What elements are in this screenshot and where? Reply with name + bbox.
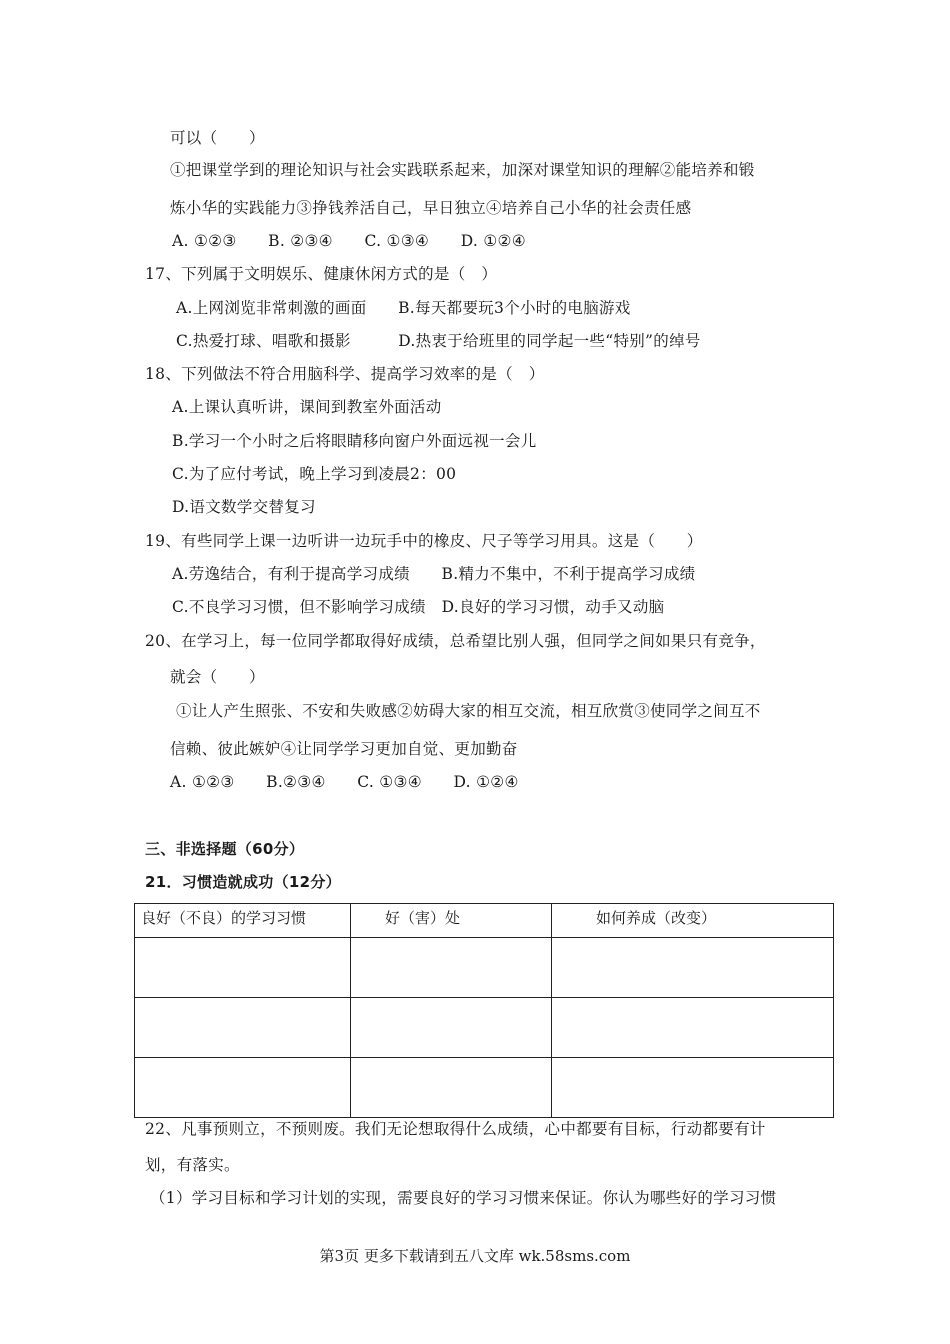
q22-continuation: 划，有落实。 [145,1156,240,1174]
habit-table-cell[interactable] [552,1058,834,1118]
q20-continuation: 就会（ ） [170,668,265,686]
habit-table-header-cell: 好（害）处 [351,904,552,938]
habit-table-header-cell: 如何养成（改变） [552,904,834,938]
q17-options-line1: A.上网浏览非常刺激的画面 B.每天都要玩3个小时的电脑游戏 [176,299,631,317]
habit-table-cell[interactable] [135,1058,351,1118]
habit-table-header-row [135,904,834,938]
habit-table-cell[interactable] [135,998,351,1058]
habit-table-header-cell: 良好（不良）的学习习惯 [135,904,351,938]
q21-title: 21．习惯造就成功（12分） [145,873,341,891]
q18-stem: 18、下列做法不符合用脑科学、提高学习效率的是（ ） [145,365,545,383]
q16-statements-line2: 炼小华的实践能力③挣钱养活自己，早日独立④培养自己小华的社会责任感 [170,199,692,217]
q22-subquestion-1: （1）学习目标和学习计划的实现，需要良好的学习习惯来保证。你认为哪些好的学习习惯 [150,1189,777,1207]
habit-table-cell[interactable] [351,938,552,998]
section-3-heading: 三、非选择题（60分） [145,840,305,858]
habit-table [134,903,834,1118]
habit-table-cell[interactable] [351,998,552,1058]
q18-option-c: C.为了应付考试，晚上学习到凌晨2：00 [172,465,457,483]
q17-stem: 17、下列属于文明娱乐、健康休闲方式的是（ ） [145,265,498,283]
page-footer: 第3页 更多下载请到五八文库 wk.58sms.com [319,1247,631,1265]
habit-table-cell[interactable] [351,1058,552,1118]
q20-options: A. ①②③ B.②③④ C. ①③④ D. ①②④ [170,773,519,791]
habit-table-row [135,998,834,1058]
q18-option-a: A.上课认真听讲，课间到教室外面活动 [172,398,442,416]
habit-table-cell[interactable] [552,938,834,998]
q16-statements-line1: ①把课堂学到的理论知识与社会实践联系起来，加深对课堂知识的理解②能培养和锻 [170,161,755,179]
q20-stem: 20、在学习上，每一位同学都取得好成绩，总希望比别人强，但同学之间如果只有竞争， [145,632,766,650]
q18-option-d: D.语文数学交替复习 [172,498,316,516]
q19-options-line2: C.不良学习习惯，但不影响学习成绩 D.良好的学习习惯，动手又动脑 [172,598,665,616]
q16-continuation: 可以（ ） [170,129,265,147]
q20-statements-line2: 信赖、彼此嫉妒④让同学学习更加自觉、更加勤奋 [170,740,518,758]
q16-options: A. ①②③ B. ②③④ C. ①③④ D. ①②④ [172,232,526,250]
habit-table-row [135,1058,834,1118]
q22-stem: 22、凡事预则立，不预则废。我们无论想取得什么成绩，心中都要有目标，行动都要有计 [145,1120,766,1138]
q18-option-b: B.学习一个小时之后将眼睛移向窗户外面远视一会儿 [172,432,537,450]
q20-statements-line1: ①让人产生照张、不安和失败感②妨碍大家的相互交流，相互欣赏③使同学之间互不 [176,702,761,720]
q17-options-line2: C.热爱打球、唱歌和摄影 D.热衷于给班里的同学起一些“特别”的绰号 [176,332,701,350]
q19-stem: 19、有些同学上课一边听讲一边玩手中的橡皮、尺子等学习用具。这是（ ） [145,532,703,550]
q19-options-line1: A.劳逸结合，有利于提高学习成绩 B.精力不集中，不利于提高学习成绩 [172,565,696,583]
habit-table-row [135,938,834,998]
habit-table-cell[interactable] [552,998,834,1058]
habit-table-cell[interactable] [135,938,351,998]
